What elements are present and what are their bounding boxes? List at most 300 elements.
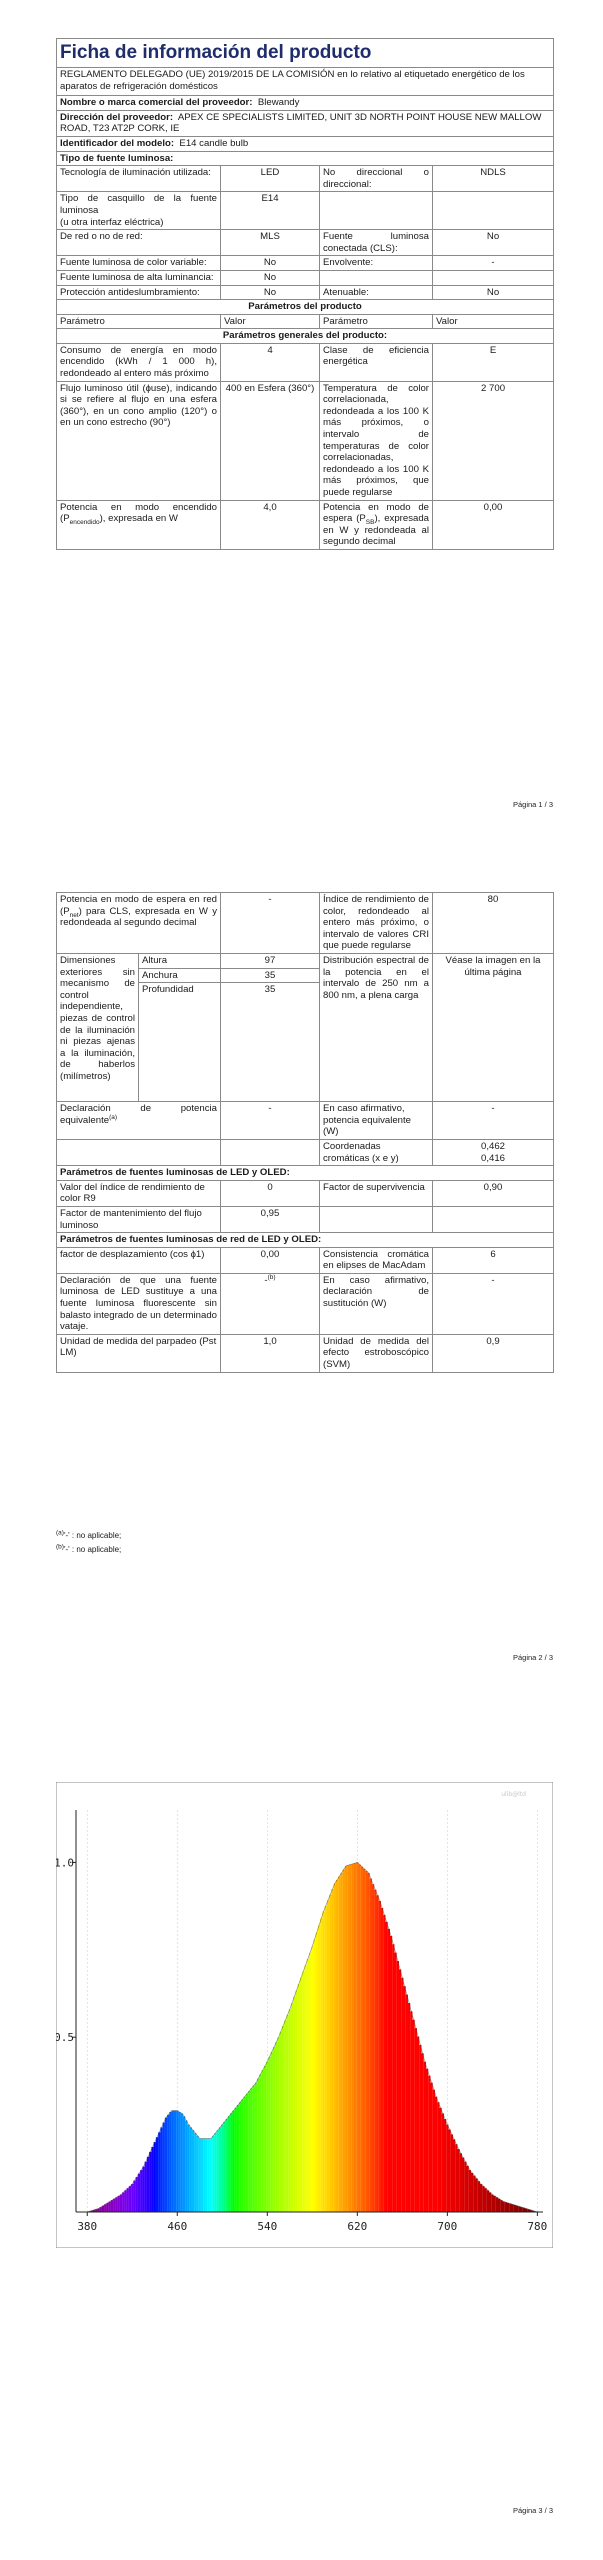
spectrum-bar-504 — [226, 2119, 228, 2212]
spectrum-bar-678 — [421, 2053, 423, 2212]
standby-label-b: ), expresada en W y redondeada al segundo decimal — [323, 513, 429, 548]
spectrum-bar-420 — [131, 2184, 133, 2212]
energy-consumption-label: Consumo de energía en modo encendido (kWh / 1 000 h), redondeado al entero más próximo — [57, 343, 221, 381]
on-power-label-b: ), expresada en W — [99, 513, 178, 525]
footnote-a — [56, 1529, 121, 1543]
spectrum-bar-506 — [228, 2116, 230, 2212]
spectrum-bar-546 — [273, 2047, 275, 2212]
lighting-tech-value: LED — [221, 166, 320, 192]
depth-value: 35 — [221, 983, 320, 1102]
spectrum-bar-588 — [320, 1918, 322, 2212]
page-1 — [0, 0, 603, 853]
spectrum-bar-620 — [356, 1862, 358, 2212]
spectrum-bar-394 — [102, 2206, 104, 2212]
dimensions-label: Dimensiones exteriores sin mecanismo de control independiente, piezas de control de la iluminación ni piezas ajenas a la iluminación, de haberlos (milímetros) — [57, 953, 139, 1101]
spectrum-bar-696 — [442, 2113, 444, 2212]
spectrum-bar-626 — [363, 1869, 365, 2212]
dimmable-label: Atenuable: — [320, 285, 433, 300]
cri-label: Índice de rendimiento de color, redondeado al entero más próximo, o intervalo de valores CRI que puede regularse — [320, 893, 433, 954]
footnote-b-text: '-' : no aplicable; — [63, 1545, 122, 1554]
equiv-power-w-label: En caso afirmativo, potencia equivalente (W) — [320, 1102, 433, 1140]
spectrum-bar-630 — [367, 1873, 369, 2212]
spectrum-bar-568 — [298, 1984, 300, 2212]
spectrum-bar-560 — [289, 2009, 291, 2212]
spectrum-bar-698 — [444, 2119, 446, 2212]
spectrum-bar-750 — [502, 2202, 504, 2212]
spectrum-bar-724 — [473, 2176, 475, 2212]
standby-label-a: Potencia en modo de espera (P — [323, 501, 429, 525]
spectrum-bar-432 — [145, 2162, 147, 2212]
spectrum-bar-460 — [176, 2111, 178, 2212]
product-info-table — [56, 38, 554, 550]
spectrum-bar-738 — [489, 2192, 491, 2212]
spectrum-bar-570 — [300, 1978, 302, 2212]
spectrum-bar-574 — [304, 1965, 306, 2212]
product-info-sheet — [56, 38, 553, 550]
spectrum-bar-464 — [181, 2113, 183, 2212]
spectrum-bar-480 — [199, 2139, 201, 2212]
spectrum-bar-440 — [154, 2142, 156, 2212]
spectrum-bar-578 — [309, 1953, 311, 2212]
spectrum-bar-712 — [460, 2153, 462, 2212]
x-tick-label-620: 620 — [347, 2220, 368, 2233]
model-label: Identificador del modelo: — [60, 137, 175, 149]
lighting-tech-label: Tecnología de iluminación utilizada: — [57, 166, 221, 192]
mains-label: De red o no de red: — [57, 230, 221, 256]
spectrum-bar-710 — [457, 2149, 459, 2212]
spd-value: Véase la imagen en la última página — [433, 953, 554, 1101]
retrofit-value — [221, 1273, 320, 1334]
spectrum-bar-700 — [446, 2125, 448, 2212]
spectrum-bar-410 — [120, 2195, 122, 2212]
spectrum-bar-450 — [165, 2118, 167, 2212]
spectrum-bar-454 — [169, 2112, 171, 2212]
spectrum-bar-558 — [286, 2015, 288, 2212]
product-info-sheet-continued — [56, 892, 553, 1373]
spectrum-bar-758 — [511, 2204, 513, 2212]
led-oled-heading: Parámetros de fuentes luminosas de LED y OLED: — [57, 1166, 554, 1181]
general-params-heading: Parámetros generales del producto: — [57, 329, 554, 344]
anti-glare-value: No — [221, 285, 320, 300]
stroboscopic-label: Unidad de medida del efecto estroboscópico (SVM) — [320, 1334, 433, 1372]
spectrum-bar-530 — [255, 2083, 257, 2212]
spectrum-bar-760 — [514, 2205, 516, 2212]
spectrum-bar-538 — [264, 2066, 266, 2212]
spectrum-bar-584 — [316, 1932, 318, 2212]
width-label: Anchura — [139, 968, 221, 983]
spectrum-bar-718 — [466, 2166, 468, 2212]
spectrum-bar-418 — [129, 2186, 131, 2212]
spectrum-bar-616 — [352, 1864, 354, 2212]
spectrum-bar-606 — [340, 1873, 342, 2212]
lumen-maint-value: 0,95 — [221, 1206, 320, 1232]
anti-glare-label: Protección antideslumbramiento: — [57, 285, 221, 300]
retrofit-value-text: - — [264, 1274, 268, 1286]
spectrum-bar-610 — [345, 1866, 347, 2212]
net-standby-sub: net — [69, 911, 79, 919]
spectrum-bar-686 — [430, 2083, 432, 2212]
spectrum-bar-542 — [268, 2057, 270, 2212]
product-info-table-2 — [56, 892, 554, 1373]
supplier-name-row — [57, 96, 554, 111]
chromaticity-label: Coordenadas cromáticas (x e y) — [320, 1139, 433, 1165]
spectrum-bar-764 — [518, 2206, 520, 2212]
spectrum-bar-680 — [424, 2062, 426, 2212]
spectrum-bar-408 — [118, 2196, 120, 2212]
on-power-value: 4,0 — [221, 500, 320, 549]
standby-sub: SB — [365, 519, 375, 527]
spectrum-bar-498 — [219, 2127, 221, 2212]
spectrum-bar-534 — [259, 2074, 261, 2212]
spectrum-bar-444 — [158, 2132, 160, 2212]
x-tick-label-540: 540 — [257, 2220, 278, 2233]
spectrum-bar-766 — [520, 2207, 522, 2212]
spectrum-bar-428 — [140, 2170, 142, 2212]
on-power-label — [57, 500, 221, 549]
spectrum-bar-516 — [239, 2102, 241, 2212]
spectrum-bar-666 — [408, 2003, 410, 2212]
spectrum-bar-518 — [241, 2099, 243, 2212]
cri-value: 80 — [433, 893, 554, 954]
spectrum-bar-522 — [246, 2094, 248, 2212]
supplier-name: Blewandy — [257, 97, 300, 109]
spectrum-bar-458 — [174, 2111, 176, 2212]
spectrum-bar-742 — [493, 2196, 495, 2212]
spectrum-bar-632 — [370, 1879, 372, 2212]
spectrum-bar-740 — [491, 2195, 493, 2212]
energy-consumption-value: 4 — [221, 343, 320, 381]
spectrum-bar-564 — [293, 1997, 295, 2212]
spectrum-bar-406 — [115, 2197, 117, 2212]
spectrum-bar-614 — [349, 1865, 351, 2212]
spectrum-bar-762 — [516, 2206, 518, 2212]
page-2 — [0, 853, 603, 1706]
replacement-label: En caso afirmativo, declaración de sustitución (W) — [320, 1273, 433, 1334]
envelope-value: - — [433, 256, 554, 271]
footnote-b — [56, 1543, 121, 1557]
cap-type-label-text: Tipo de casquillo de la fuente luminosa — [60, 193, 217, 216]
spectrum-bar-748 — [500, 2200, 502, 2212]
spectrum-bar-550 — [277, 2037, 279, 2212]
spectrum-bar-658 — [399, 1969, 401, 2212]
spectrum-bar-552 — [280, 2032, 282, 2212]
spectrum-bar-734 — [484, 2188, 486, 2212]
net-standby-label-b: ) para CLS, expresada en W y redondeada al segundo decimal — [60, 905, 217, 929]
spectrum-bar-598 — [331, 1889, 333, 2212]
flicker-label: Unidad de medida del parpadeo (Pst LM) — [57, 1334, 221, 1372]
spectrum-bar-412 — [122, 2192, 124, 2212]
page-number-2: Página 2 / 3 — [512, 1653, 553, 1662]
macadam-value: 6 — [433, 1247, 554, 1273]
spectrum-bar-638 — [376, 1895, 378, 2212]
page-title: Ficha de información del producto — [57, 39, 554, 68]
col-value-1: Valor — [221, 314, 320, 329]
page-number-3: Página 3 / 3 — [512, 2506, 553, 2515]
equiv-power-w-value: - — [433, 1102, 554, 1140]
x-tick-label-380: 380 — [77, 2220, 98, 2233]
lumen-maint-label: Factor de mantenimiento del flujo luminoso — [57, 1206, 221, 1232]
spectrum-bar-514 — [237, 2105, 239, 2212]
y-tick-label-1.0: 1.0 — [56, 1856, 74, 1870]
page-number-1: Página 1 / 3 — [512, 800, 553, 809]
chart-watermark: ulib@ltd — [501, 1791, 526, 1798]
spectrum-bar-692 — [437, 2102, 439, 2212]
r9-label: Valor del índice de rendimiento de color R9 — [57, 1180, 221, 1206]
equiv-power-sup: (a) — [109, 1113, 118, 1121]
spectrum-bar-484 — [203, 2139, 205, 2212]
spectrum-bar-494 — [214, 2133, 216, 2212]
spectrum-bar-624 — [361, 1867, 363, 2212]
net-standby-value: - — [221, 893, 320, 954]
spectrum-bar-414 — [124, 2190, 126, 2212]
spectrum-bar-672 — [415, 2028, 417, 2212]
displacement-label: factor de desplazamiento (cos ɸ1) — [57, 1247, 221, 1273]
spectrum-bar-706 — [453, 2139, 455, 2212]
spectrum-bar-670 — [412, 2020, 414, 2212]
spectrum-bar-640 — [379, 1901, 381, 2212]
survival-label: Factor de supervivencia — [320, 1180, 433, 1206]
spectrum-bar-646 — [385, 1922, 387, 2212]
y-tick-label-0.5: 0.5 — [56, 2031, 74, 2045]
retrofit-label: Declaración de que una fuente luminosa de LED sustituye a una fuente luminosa fluorescente sin balasto integrado de un determinado vataje. — [57, 1273, 221, 1334]
spectrum-bar-488 — [208, 2139, 210, 2212]
spectrum-bar-468 — [185, 2120, 187, 2212]
height-label: Altura — [139, 953, 221, 968]
spectrum-bar-492 — [212, 2136, 214, 2212]
spectrum-bar-590 — [322, 1911, 324, 2212]
r9-value: 0 — [221, 1180, 320, 1206]
spectrum-bar-768 — [523, 2208, 525, 2212]
footnotes — [56, 1529, 121, 1557]
footnote-b-mark: (b) — [56, 1543, 64, 1551]
cct-value: 2 700 — [433, 381, 554, 500]
model-row — [57, 136, 554, 151]
chromaticity-value — [433, 1139, 554, 1165]
dimmable-value: No — [433, 285, 554, 300]
spectrum-bar-576 — [307, 1959, 309, 2212]
spectrum-bar-654 — [394, 1953, 396, 2212]
spectrum-bar-510 — [232, 2111, 234, 2212]
net-standby-label — [57, 893, 221, 954]
spectrum-bar-426 — [138, 2174, 140, 2212]
spectrum-bar-452 — [167, 2115, 169, 2212]
spectrum-bar-462 — [178, 2112, 180, 2212]
spectrum-bar-592 — [325, 1906, 327, 2212]
equiv-power-label-text: Declaración de potencia equivalente — [60, 1103, 217, 1126]
mains-value: MLS — [221, 230, 320, 256]
height-value: 97 — [221, 953, 320, 968]
connected-value: No — [433, 230, 554, 256]
spectrum-bar-702 — [448, 2130, 450, 2212]
replacement-value: - — [433, 1273, 554, 1334]
spectrum-bar-612 — [347, 1865, 349, 2212]
color-tunable-value: No — [221, 256, 320, 271]
supplier-address: APEX CE SPECIALISTS LIMITED, UNIT 3D NORTH POINT HOUSE NEW MALLOW ROAD, T23 AT2P CORK, IE — [60, 111, 542, 135]
x-tick-label-780: 780 — [527, 2220, 548, 2233]
spectrum-bar-744 — [496, 2197, 498, 2212]
cap-type-label — [57, 192, 221, 230]
spectrum-bar-720 — [469, 2170, 471, 2212]
spectrum-bar-486 — [205, 2139, 207, 2212]
stroboscopic-value: 0,9 — [433, 1334, 554, 1372]
luminous-flux-label: Flujo luminoso útil (ɸuse), indicando si se refiere al flujo en una esfera (360°), en un cono amplio (120°) o en un cono estrecho (90°) — [57, 381, 221, 500]
spectrum-bar-532 — [257, 2078, 259, 2212]
spectrum-bar-398 — [106, 2203, 108, 2212]
spectrum-bar-726 — [475, 2178, 477, 2212]
model-id: E14 candle bulb — [179, 137, 249, 149]
spectrum-bar-526 — [250, 2088, 252, 2212]
spectrum-bar-402 — [111, 2200, 113, 2212]
spectral-distribution-chart — [56, 1782, 553, 2248]
spectrum-bar-482 — [201, 2139, 203, 2212]
light-source-type-heading: Tipo de fuente luminosa: — [57, 151, 554, 166]
spectrum-bar-536 — [262, 2070, 264, 2212]
spectrum-bar-642 — [381, 1908, 383, 2212]
spectrum-bar-404 — [113, 2199, 115, 2212]
supplier-address-label: Dirección del proveedor: — [60, 111, 174, 123]
spectrum-bar-708 — [455, 2144, 457, 2212]
spectrum-bar-556 — [284, 2020, 286, 2212]
spectrum-bar-416 — [127, 2188, 129, 2212]
spectrum-bar-562 — [291, 2003, 293, 2212]
spectrum-bar-604 — [338, 1876, 340, 2212]
spectrum-bar-752 — [505, 2202, 507, 2212]
spectrum-bar-730 — [480, 2184, 482, 2212]
equiv-power-value: - — [221, 1102, 320, 1140]
col-param-2: Parámetro — [320, 314, 433, 329]
spectrum-bar-508 — [230, 2113, 232, 2212]
luminous-flux-value: 400 en Esfera (360°) — [221, 381, 320, 500]
spectrum-bar-582 — [313, 1939, 315, 2212]
displacement-value: 0,00 — [221, 1247, 320, 1273]
spectrum-bar-520 — [244, 2097, 246, 2212]
spectrum-bar-754 — [507, 2203, 509, 2212]
spectrum-bar-496 — [217, 2130, 219, 2212]
spectrum-bar-660 — [401, 1978, 403, 2212]
spectrum-bar-756 — [509, 2204, 511, 2212]
non-directional-value: NDLS — [433, 166, 554, 192]
spectrum-bar-396 — [104, 2204, 106, 2212]
spectrum-bar-622 — [358, 1865, 360, 2212]
spectrum-bar-602 — [336, 1880, 338, 2212]
energy-class-value: E — [433, 343, 554, 381]
spectrum-bar-600 — [334, 1883, 336, 2212]
macadam-label: Consistencia cromática en elipses de MacAdam — [320, 1247, 433, 1273]
spectrum-bar-456 — [172, 2111, 174, 2212]
spectrum-bar-664 — [406, 1995, 408, 2212]
spectrum-bar-644 — [383, 1915, 385, 2212]
spectrum-bar-628 — [365, 1871, 367, 2212]
spectrum-bar-682 — [426, 2069, 428, 2212]
on-power-sub: encendido — [69, 519, 100, 527]
cap-type-label-text-2: (u otra interfaz eléctrica) — [60, 216, 164, 228]
retrofit-sup: (b) — [267, 1273, 276, 1281]
spectrum-bar-608 — [343, 1869, 345, 2212]
spectrum-bar-618 — [354, 1863, 356, 2212]
spectrum-bar-424 — [136, 2177, 138, 2212]
spectrum-bar-634 — [372, 1884, 374, 2212]
spectrum-bar-572 — [302, 1971, 304, 2212]
spectrum-bar-652 — [392, 1944, 394, 2212]
high-luminance-label: Fuente luminosa de alta luminancia: — [57, 270, 221, 285]
energy-class-label: Clase de eficiencia energética — [320, 343, 433, 381]
chroma-x: 0,462 — [480, 1140, 505, 1152]
spectrum-bar-674 — [417, 2037, 419, 2212]
spectrum-bar-438 — [151, 2147, 153, 2212]
footnote-a-text: '-' : no aplicable; — [63, 1531, 122, 1540]
standby-label — [320, 500, 433, 549]
equiv-power-label — [57, 1102, 221, 1140]
spectrum-bar-746 — [498, 2199, 500, 2212]
spectrum-bar-704 — [451, 2134, 453, 2212]
spectrum-bar-490 — [210, 2139, 212, 2212]
col-value-2: Valor — [433, 314, 554, 329]
spectrum-bar-594 — [327, 1900, 329, 2212]
footnote-a-mark: (a) — [56, 1529, 64, 1537]
spectrum-bar-500 — [221, 2125, 223, 2212]
spectrum-bar-716 — [464, 2162, 466, 2212]
standby-value: 0,00 — [433, 500, 554, 549]
spectrum-bar-690 — [435, 2097, 437, 2212]
cap-type-value: E14 — [221, 192, 320, 230]
spectrum-bar-446 — [160, 2127, 162, 2212]
spectrum-bar-566 — [295, 1990, 297, 2212]
supplier-address-row — [57, 110, 554, 136]
spectrum-bar-528 — [253, 2085, 255, 2212]
spectrum-bar-668 — [410, 2011, 412, 2212]
spectrum-bar-662 — [403, 1986, 405, 2212]
spectrum-bar-544 — [271, 2052, 273, 2212]
spectrum-bar-478 — [196, 2136, 198, 2212]
spd-label: Distribución espectral de la potencia en el intervalo de 250 nm a 800 nm, a plena carga — [320, 953, 433, 1101]
spectral-chart-svg — [56, 1782, 553, 2248]
survival-value: 0,90 — [433, 1180, 554, 1206]
cct-label: Temperatura de color correlacionada, redondeada a los 100 K más próximos, o intervalo de temperaturas de color correlacionadas, redondeado a los 100 K más próximos, que puede regularse — [320, 381, 433, 500]
spectrum-bar-430 — [142, 2167, 144, 2212]
mains-led-heading: Parámetros de fuentes luminosas de red de LED y OLED: — [57, 1233, 554, 1248]
spectrum-bar-694 — [439, 2108, 441, 2212]
spectrum-bar-422 — [133, 2181, 135, 2212]
product-params-heading: Parámetros del producto — [57, 300, 554, 315]
spectrum-bar-554 — [282, 2026, 284, 2212]
page-3 — [0, 1706, 603, 2560]
spectrum-bar-684 — [428, 2076, 430, 2212]
spectrum-bar-732 — [482, 2186, 484, 2212]
spectrum-bar-580 — [311, 1946, 313, 2212]
spectrum-bar-502 — [223, 2122, 225, 2212]
width-value: 35 — [221, 968, 320, 983]
color-tunable-label: Fuente luminosa de color variable: — [57, 256, 221, 271]
connected-label: Fuente luminosa conectada (CLS): — [320, 230, 433, 256]
spectrum-bar-400 — [109, 2202, 111, 2212]
regulation-text: REGLAMENTO DELEGADO (UE) 2019/2015 DE LA COMISIÓN en lo relativo al etiquetado energético de los aparatos de refrigeración domésticos — [57, 68, 554, 96]
spectrum-bar-476 — [194, 2133, 196, 2212]
envelope-label: Envolvente: — [320, 256, 433, 271]
spectrum-bar-448 — [163, 2123, 165, 2212]
on-power-label-a: Potencia en modo encendido (P — [60, 501, 217, 525]
x-tick-label-700: 700 — [437, 2220, 458, 2233]
spectrum-bar-596 — [329, 1895, 331, 2212]
spectrum-bar-540 — [266, 2062, 268, 2212]
spectrum-bar-474 — [192, 2130, 194, 2212]
spectrum-bar-728 — [478, 2181, 480, 2212]
spectrum-bar-736 — [487, 2190, 489, 2212]
col-param-1: Parámetro — [57, 314, 221, 329]
spectrum-bar-648 — [388, 1929, 390, 2212]
depth-label: Profundidad — [139, 983, 221, 1102]
net-standby-label-a: Potencia en modo de espera en red (P — [60, 894, 217, 917]
spectrum-bar-722 — [471, 2173, 473, 2212]
